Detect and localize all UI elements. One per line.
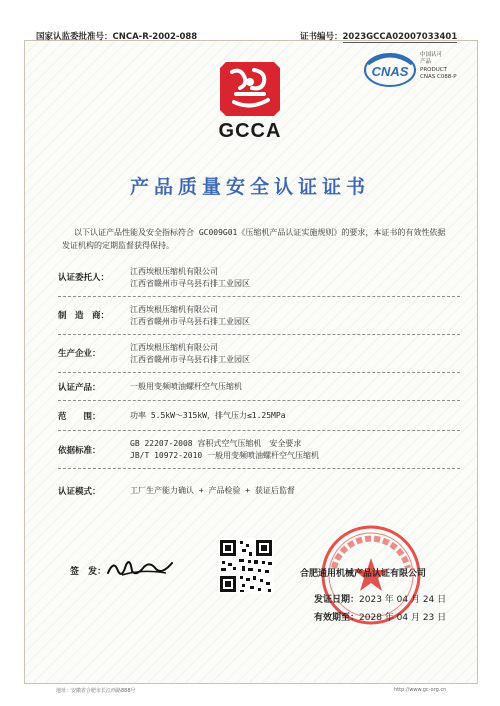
footer-website: http://www.gc-org.cn bbox=[394, 687, 447, 693]
divider bbox=[58, 296, 460, 297]
signature-label: 签 发： bbox=[70, 567, 107, 577]
issuing-body: 合肥通用机械产品认证有限公司 bbox=[300, 569, 427, 579]
cnas-logo-icon bbox=[362, 50, 418, 90]
certificate-number: 证书编号：2023GCCA02007033401 bbox=[300, 32, 458, 42]
intro-statement: 以下认证产品性能及安全指标符合 GC009G01《压缩机产品认证实施规则》的要求，本证书的有效性依据发证机构的定期监督获得保持。 bbox=[62, 228, 446, 250]
gcca-emblem-icon bbox=[214, 58, 286, 118]
qr-code-icon bbox=[218, 538, 274, 594]
footer-address: 地址：安徽省合肥市长江西路888号 bbox=[56, 688, 136, 694]
cnas-logo-text: CNAS bbox=[371, 64, 409, 79]
certificate-title: 产品质量安全认证证书 bbox=[129, 176, 370, 198]
divider bbox=[58, 430, 460, 431]
cnas-mark bbox=[362, 50, 472, 98]
divider bbox=[58, 400, 460, 401]
gcca-logo bbox=[206, 58, 294, 148]
approval-number: 国家认监委批准号：CNCA-R-2002-088 bbox=[36, 32, 198, 42]
divider bbox=[58, 468, 460, 469]
gcca-logo-text: GCCA bbox=[218, 120, 282, 142]
signature-icon bbox=[104, 555, 176, 581]
divider bbox=[58, 334, 460, 335]
certificate-page: 国家认监委批准号：CNCA-R-2002-088 证书编号：2023GCCA02007033401 GCCA CNAS 中国认可 产品 PRODUCT CNAS C088-P 产品质量安全认证证书 以下认证产品性能及安全指标符合 GC009G01《压缩机产品认证实施规则》的要求，本证书的有效性依据发证机构的定期监督获得保持。 认证委托人： 江西埃根压缩机有限公司 江西省赣州市寻乌县石排工业园区 制 造 商： 江西埃根压缩机有限公司 江西省赣州市寻乌县石排工业园区 生产企业： 江西埃根压缩机有限公司 江西省赣州市寻乌县石排工业园区 认证产品： 一般用变频喷油螺杆空气压缩机 范 围： 功率 5.5kW～315kW，排气压力≤1.25MPa 依据标准： GB 22207-2008 容积式空气压缩机 安全要求 JB/T 10972-2010 一般用变频喷油螺杆空气压缩机 认证模式： 工厂生产能力确认 + 产品检验 + 获证后监督 签 发： 合肥通用机械产品认证有限公司 发证日期：2023 年 04 月 24 日 有效期至：2028 年 04 月 23 日 地址：安徽省合肥市长江西路888号 http://www.gc-org.cn bbox=[0, 0, 500, 706]
divider bbox=[58, 372, 460, 373]
expiry-date: 有效期至：2028 年 04 月 23 日 bbox=[314, 613, 447, 623]
issue-date: 发证日期：2023 年 04 月 24 日 bbox=[314, 595, 447, 605]
cnas-text: 中国认可 产品 PRODUCT CNAS C088-P bbox=[420, 52, 457, 81]
